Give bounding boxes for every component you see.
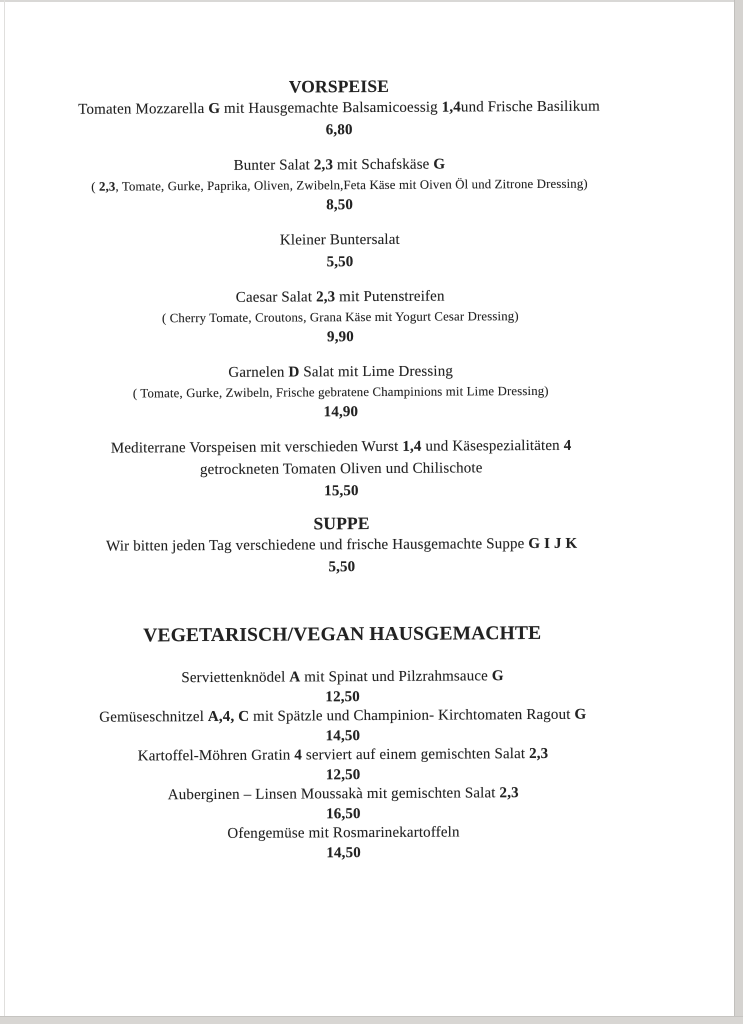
- item-name: getrockneten Tomaten Oliven und Chilischote: [199, 460, 483, 479]
- item-price: 5,50: [328, 559, 356, 576]
- menu-item: [20, 95, 657, 143]
- item-name: Gemüseschnitzel A,4, C mit Spätzle und Champinion- Kirchtomaten Ragout G: [99, 706, 587, 726]
- menu-item: [24, 705, 661, 748]
- item-name: Bunter Salat 2,3 mit Schafskäse G: [233, 156, 446, 174]
- item-price: 5,50: [326, 254, 354, 271]
- item-name: Ofengemüse mit Rosmarinekartoffeln: [227, 824, 460, 842]
- menu-item: [23, 434, 660, 504]
- menu-item: [24, 744, 661, 787]
- menu-item: [24, 666, 661, 709]
- item-price: 9,90: [326, 329, 354, 346]
- menu-item: [23, 532, 660, 580]
- page-edge-bottom: [0, 1016, 743, 1024]
- item-price: 15,50: [324, 483, 359, 500]
- item-price: 12,50: [325, 766, 361, 783]
- item-price: 14,50: [326, 844, 361, 861]
- menu-item: [21, 152, 658, 218]
- item-ingredients: ( 2,3, Tomate, Gurke, Paprika, Oliven, Zwibeln,Feta Käse mit Oiven Öl und Zitrone Dressing): [91, 176, 588, 194]
- item-price: 14,90: [323, 404, 359, 421]
- item-name: Tomaten Mozzarella G mit Hausgemachte Balsamicoessig 1,4und Frische Basilikum: [78, 98, 600, 118]
- menu-item: [22, 284, 659, 350]
- menu-item: [25, 783, 662, 826]
- item-name: Auberginen – Linsen Moussakà mit gemischten Salat 2,3: [167, 785, 519, 804]
- item-name: Serviettenknödel A mit Spinat und Pilzrahmsauce G: [181, 668, 504, 687]
- menu-section-suppe: [23, 510, 660, 580]
- item-ingredients: ( Cherry Tomate, Croutons, Grana Käse mit Yogurt Cesar Dressing): [161, 309, 519, 326]
- page-edge-top: [0, 0, 743, 2]
- item-name: Caesar Salat 2,3 mit Putenstreifen: [235, 288, 445, 306]
- item-price: 6,80: [325, 122, 353, 139]
- menu-section-vorspeise: [20, 73, 660, 504]
- item-name: Mediterrane Vorspeisen mit verschieden Wurst 1,4 und Käsespezialitäten 4: [110, 437, 572, 457]
- item-price: 12,50: [325, 688, 360, 705]
- item-name: Kartoffel-Möhren Gratin 4 serviert auf einem gemischten Salat 2,3: [137, 745, 549, 765]
- section-title-vorspeise: VORSPEISE: [288, 75, 390, 97]
- menu-item: [21, 227, 658, 275]
- menu-section-vegetarisch: [24, 620, 662, 865]
- item-ingredients: ( Tomate, Gurke, Zwibeln, Frische gebratene Champinions mit Lime Dressing): [132, 383, 549, 401]
- item-name: Kleiner Buntersalat: [279, 231, 400, 249]
- menu-item: [25, 822, 662, 865]
- section-title-vegetarisch: VEGETARISCH/VEGAN HAUSGEMACHTE: [143, 622, 542, 647]
- item-name: Garnelen D Salat mit Lime Dressing: [228, 363, 454, 381]
- item-price: 16,50: [326, 805, 361, 822]
- item-name: Wir bitten jeden Tag verschiedene und frische Hausgemachte Suppe G I J K: [106, 535, 578, 555]
- page-edge-right: [734, 0, 743, 1024]
- page-edge-left: [4, 0, 5, 1024]
- item-price: 14,50: [325, 727, 361, 744]
- menu-item: [22, 359, 659, 425]
- section-title-suppe: SUPPE: [313, 513, 370, 534]
- item-price: 8,50: [326, 197, 354, 214]
